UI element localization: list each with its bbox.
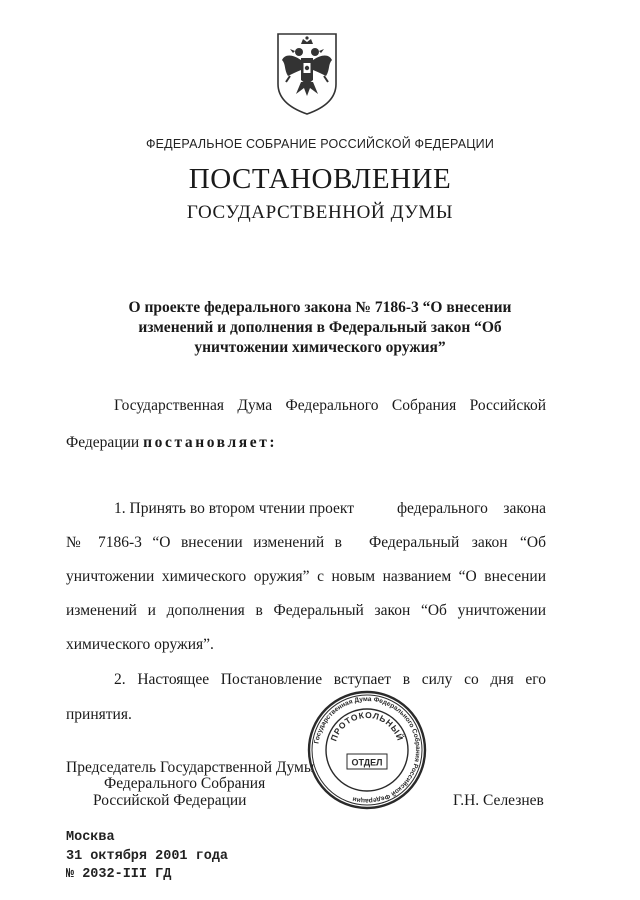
issue-city: Москва <box>66 830 115 845</box>
svg-text:ПРОТОКОЛЬНЫЙ <box>328 710 406 743</box>
clause-1-line: Федеральный закон “Об <box>369 534 546 551</box>
signatory-title: Российской Федерации <box>93 792 247 809</box>
signatory-title: Председатель Государственной Думы <box>66 759 315 776</box>
clause-1-line: химического оружия”. <box>66 636 214 653</box>
decision-verb: постановляет: <box>143 434 278 451</box>
clause-2-line: принятия. <box>66 706 132 723</box>
round-seal-icon <box>305 688 429 812</box>
seal-ring-text: Государственная Дума Федерального Собрания Российской Федерации <box>313 695 422 805</box>
subject-line: О проекте федерального закона № 7186-3 “О внесении <box>128 299 512 316</box>
document-number: № 2032-III ГД <box>66 867 172 882</box>
preamble-prefix: Федерации <box>66 434 140 451</box>
signatory-title: Федерального Собрания <box>104 775 266 792</box>
signatory-name: Г.Н. Селезнев <box>453 792 544 809</box>
coat-of-arms-icon <box>274 30 340 116</box>
issuing-organization: ФЕДЕРАЛЬНОЕ СОБРАНИЕ РОССИЙСКОЙ ФЕДЕРАЦИИ <box>145 137 495 151</box>
clause-1-line: № 7186-3 “О внесении изменений в <box>66 534 342 551</box>
preamble-line: Государственная Дума Федерального Собрания Российской <box>114 397 546 414</box>
clause-1-line: 1. Принять во втором чтении проект <box>114 500 355 517</box>
document-subject <box>0 298 640 358</box>
clause-2-line: 2. Настоящее Постановление вступает в силу со дня его <box>114 671 546 688</box>
document-type: ПОСТАНОВЛЕНИЕ <box>188 163 452 195</box>
seal-center-text: ОТДЕЛ <box>351 757 383 768</box>
issuing-body: ГОСУДАРСТВЕННОЙ ДУМЫ <box>186 202 454 223</box>
issue-date: 31 октября 2001 года <box>66 849 229 864</box>
seal-inner-text: ПРОТОКОЛЬНЫЙ <box>328 709 406 743</box>
subject-line: уничтожении химического оружия” <box>194 339 446 356</box>
subject-line: изменений и дополнения в Федеральный закон “Об <box>138 319 502 336</box>
clause-1-line: федерального закона <box>397 500 546 517</box>
clause-1-line: уничтожении химического оружия” с новым названием “О внесении <box>66 568 546 585</box>
clause-1-line: изменений и дополнения в Федеральный закон “Об уничтожении <box>66 602 546 619</box>
preamble-line <box>66 434 277 452</box>
